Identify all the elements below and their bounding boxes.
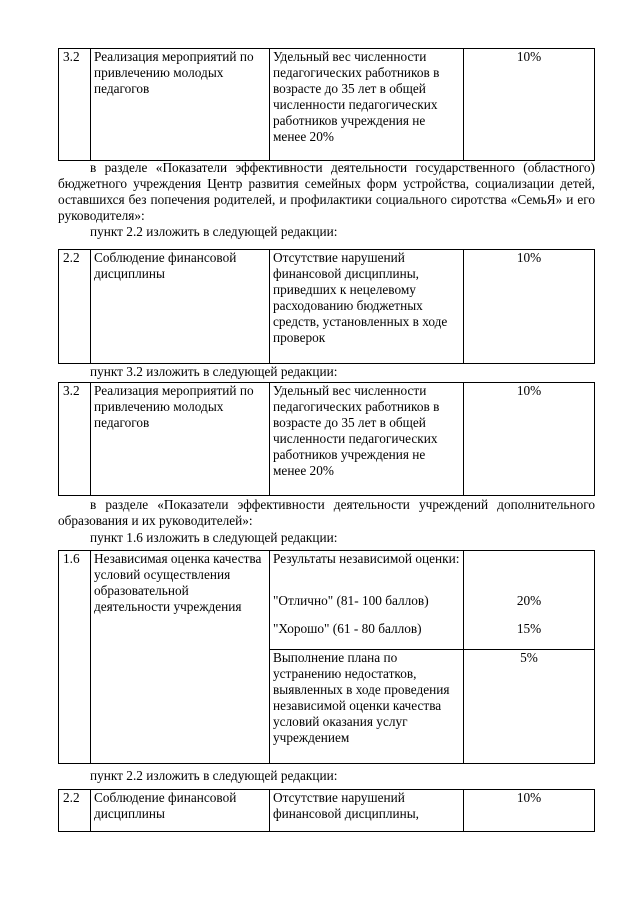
good-value: 15% xyxy=(516,621,542,636)
indicator-criteria: Удельный вес численности педагогических работников в возрасте до 35 лет в общей численности педагогических работников учреждения не менее 20% xyxy=(270,49,464,161)
indicator-name: Реализация мероприятий по привлечению молодых педагогов xyxy=(91,383,270,496)
indicator-criteria-results xyxy=(270,551,464,650)
table-row xyxy=(59,383,595,496)
table-row xyxy=(59,551,595,650)
table-row xyxy=(59,250,595,364)
row-number: 2.2 xyxy=(59,790,91,832)
plan-value: 5% xyxy=(464,650,595,764)
table-row xyxy=(59,49,595,161)
row-number: 1.6 xyxy=(59,551,91,764)
indicator-name: Реализация мероприятий по привлечению молодых педагогов xyxy=(91,49,270,161)
table-row xyxy=(59,790,595,832)
instruction-point-1-6: пункт 1.6 изложить в следующей редакции: xyxy=(90,530,338,545)
table-row-3-2 xyxy=(58,48,595,161)
indicator-name: Независимая оценка качества условий осуществления образовательной деятельности учреждения xyxy=(91,551,270,764)
instruction-point-2-2: пункт 2.2 изложить в следующей редакции: xyxy=(90,224,338,239)
table-row-3-2-repeat xyxy=(58,382,595,496)
indicator-value: 10% xyxy=(464,790,595,832)
indicator-name: Соблюдение финансовой дисциплины xyxy=(91,790,270,832)
row-number: 3.2 xyxy=(59,49,91,161)
indicator-criteria: Отсутствие нарушений финансовой дисциплины, приведших к нецелевому расходованию бюджетных средств, установленных в ходе проверок xyxy=(270,250,464,364)
indicator-values-results xyxy=(464,551,595,650)
table-row-1-6 xyxy=(58,550,595,764)
excellent-value: 20% xyxy=(516,593,542,608)
results-label: Результаты независимой оценки: xyxy=(273,551,460,566)
section-paragraph-additional-education: в разделе «Показатели эффективности деятельности учреждений дополнительного образования и их руководителей»: xyxy=(58,497,595,528)
table-row-2-2-second xyxy=(58,789,595,832)
results-value-empty xyxy=(467,551,591,593)
indicator-criteria: Удельный вес численности педагогических работников в возрасте до 35 лет в общей численности педагогических работников учреждения не менее 20% xyxy=(270,383,464,496)
indicator-name: Соблюдение финансовой дисциплины xyxy=(91,250,270,364)
excellent-label: "Отлично" (81- 100 баллов) xyxy=(273,593,429,608)
table-row-2-2 xyxy=(58,249,595,364)
instruction-point-2-2-second: пункт 2.2 изложить в следующей редакции: xyxy=(90,768,338,783)
row-number: 2.2 xyxy=(59,250,91,364)
indicator-value: 10% xyxy=(464,250,595,364)
row-number: 3.2 xyxy=(59,383,91,496)
indicator-value: 10% xyxy=(464,383,595,496)
indicator-criteria: Отсутствие нарушений финансовой дисциплины, xyxy=(270,790,464,832)
instruction-point-3-2: пункт 3.2 изложить в следующей редакции: xyxy=(90,364,338,379)
indicator-criteria-plan: Выполнение плана по устранению недостатков, выявленных в ходе проведения независимой оценки качества условий оказания услуг учреждением xyxy=(270,650,464,764)
section-paragraph-family-center: в разделе «Показатели эффективности деятельности государственного (областного) бюджетного учреждения Центр развития семейных форм устройства, социализации детей, оставшихся без попечения родителей, и профилактики социального сиротства «СемьЯ» и его руководителя»: xyxy=(58,160,595,223)
good-label: "Хорошо" (61 - 80 баллов) xyxy=(273,621,422,636)
indicator-value: 10% xyxy=(464,49,595,161)
